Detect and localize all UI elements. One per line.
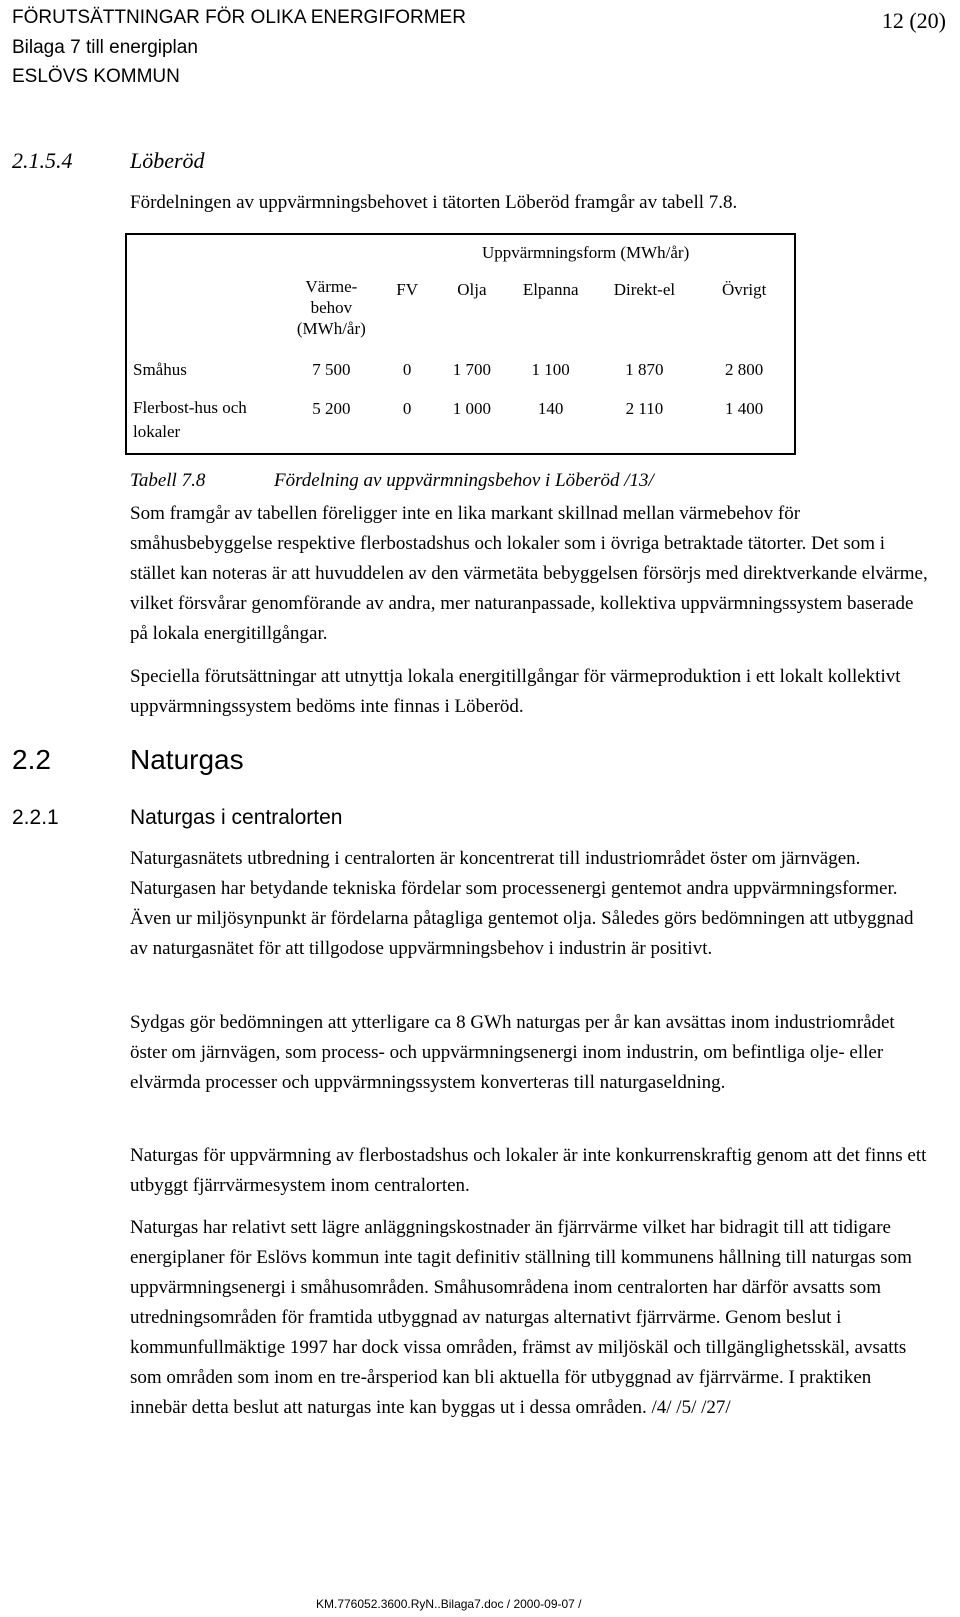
table-row xyxy=(126,390,795,454)
heat-demand-table xyxy=(125,233,796,455)
table-header-olja: Olja xyxy=(457,280,487,299)
cell-direktel: 1 870 xyxy=(625,360,664,379)
body-paragraph: Sydgas gör bedömningen att ytterligare ca 8 GWh naturgas per år kan avsättas inom industriområdet öster om järnvägen, som process- och uppvärmningsenergi inom industrin, om befintliga olje- eller elvärmda processer och uppvärmningssystem konverteras till naturgaseldning. xyxy=(130,1012,895,1093)
body-paragraph: Speciella förutsättningar att utnyttja lokala energitillgångar för värmeproduktion i ett lokalt kollektivt uppvärmningssystem bedöms inte finnas i Löberöd. xyxy=(130,666,901,717)
section-title: Löberöd xyxy=(130,148,205,173)
cell-ovrigt: 2 800 xyxy=(725,360,764,379)
header-title: FÖRUTSÄTTNINGAR FÖR OLIKA ENERGIFORMER xyxy=(12,7,466,28)
section-number: 2.1.5.4 xyxy=(12,148,73,173)
cell-fv: 0 xyxy=(402,360,412,379)
table-caption-text: Fördelning av uppvärmningsbehov i Löberöd /13/ xyxy=(274,470,654,491)
table-header-fv: FV xyxy=(396,280,418,299)
table-group-header: Uppvärmningsform (MWh/år) xyxy=(481,243,690,262)
header-organization: ESLÖVS KOMMUN xyxy=(12,66,180,87)
cell-ovrigt: 1 400 xyxy=(725,399,764,418)
subsection-title: Naturgas i centralorten xyxy=(130,806,343,829)
table-header-ovrigt: Övrigt xyxy=(721,280,767,299)
table-caption-label: Tabell 7.8 xyxy=(130,470,206,491)
intro-paragraph: Fördelningen av uppvärmningsbehovet i tätorten Löberöd framgår av tabell 7.8. xyxy=(130,192,738,213)
body-paragraph: Naturgas har relativt sett lägre anläggningskostnader än fjärrvärme vilket har bidragit till att tidigare energiplaner för Eslövs kommun inte tagit definitiv ställning till kommunens hållning till naturgas som uppvärmningsenergi i småhusområden. Småhusområdena inom centralorten har därför avsatts som utredningsområden för framtida utbyggnad av naturgas alternativt fjärrvärme. Genom beslut i kommunfullmäktige 1997 har dock vissa områden, främst av miljöskäl och tillgänglighetsskäl, avsatts som områden som inom en tre-årsperiod kan bli aktuella för utbyggnad av fjärrvärme. I praktiken innebär detta beslut att naturgas inte kan byggas ut i dessa områden. /4/ /5/ /27/ xyxy=(130,1217,912,1418)
table-header-elpanna: Elpanna xyxy=(522,280,579,299)
header-subtitle: Bilaga 7 till energiplan xyxy=(12,37,198,58)
body-paragraph: Naturgas för uppvärmning av flerbostadshus och lokaler är inte konkurrenskraftig genom att det finns ett utbyggt fjärrvärmesystem inom centralorten. xyxy=(130,1145,927,1196)
row-label: Flerbost-hus och lokaler xyxy=(133,398,247,441)
table-row xyxy=(126,352,795,390)
body-paragraph: Som framgår av tabellen föreligger inte en lika markant skillnad mellan värmebehov för småhusbebyggelse respektive flerbostadshus och lokaler som i övriga betraktade tätorter. Det som i stället kan noteras är att huvuddelen av den värmetäta bebyggelsen försörjs med direktverkande elvärme, vilket försvårar genomförande av andra, mer naturanpassade, kollektiva uppvärmningssystem baserade på lokala energitillgångar. xyxy=(130,503,928,644)
table-header-heat-demand: Värme- behov (MWh/år) xyxy=(296,277,366,338)
page-footer: KM.776052.3600.RyN..Bilaga7.doc / 2000-09-07 / xyxy=(316,1597,582,1611)
cell-olja: 1 000 xyxy=(452,399,491,418)
cell-direktel: 2 110 xyxy=(625,399,664,418)
page-number: 12 (20) xyxy=(881,8,946,33)
cell-heat: 5 200 xyxy=(312,399,351,418)
body-paragraph: Naturgasnätets utbredning i centralorten är koncentrerat till industriområdet öster om järnvägen. Naturgasen har betydande tekniska fördelar som processenergi gentemot andra uppvärmningsformer. Även ur miljösynpunkt är fördelarna påtagliga gentemot olja. Således görs bedömningen att utbyggnad av naturgasnätet för att tillgodose uppvärmningsbehov i industrin är positivt. xyxy=(130,848,914,959)
cell-olja: 1 700 xyxy=(452,360,491,379)
row-label: Småhus xyxy=(133,360,187,379)
cell-elpanna: 1 100 xyxy=(531,360,570,379)
section-title: Naturgas xyxy=(130,744,244,775)
cell-heat: 7 500 xyxy=(312,360,351,379)
cell-fv: 0 xyxy=(402,399,412,418)
subsection-number: 2.2.1 xyxy=(12,806,59,829)
section-number: 2.2 xyxy=(12,744,51,775)
table-header-direktel: Direkt-el xyxy=(613,280,676,299)
cell-elpanna: 140 xyxy=(537,399,564,418)
